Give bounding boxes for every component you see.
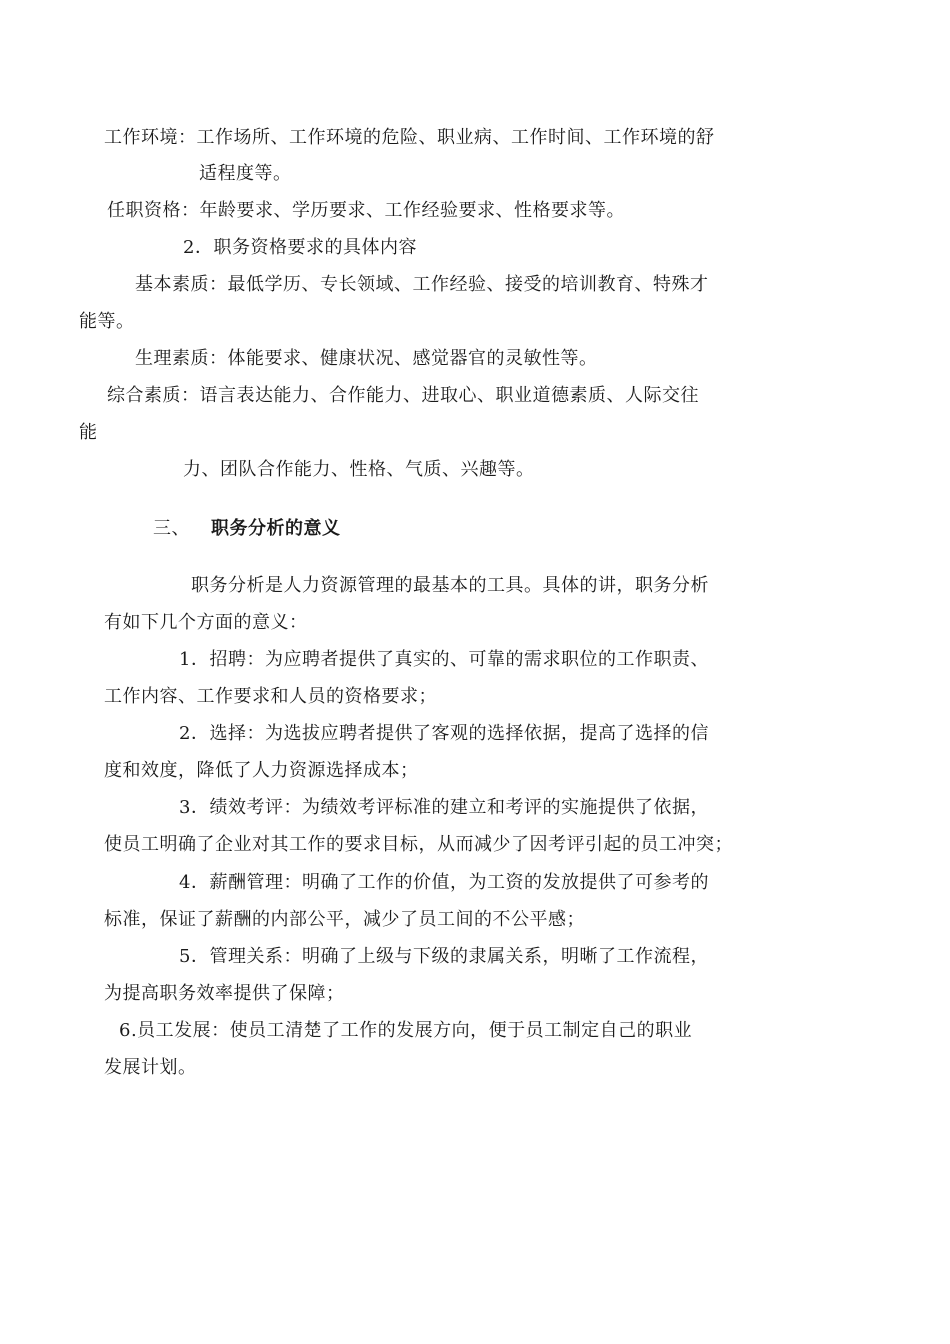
- item-3-line-1: 3．绩效考评：为绩效考评标准的建立和考评的实施提供了依据，: [179, 797, 709, 818]
- comprehensive-quality-line-1: 综合素质：语言表达能力、合作能力、进取心、职业道德素质、人际交往: [107, 385, 699, 406]
- item-1-line-2: 工作内容、工作要求和人员的资格要求；: [104, 686, 437, 707]
- basic-quality-line-2: 能等。: [79, 311, 135, 332]
- comprehensive-quality-line-3: 力、团队合作能力、性格、气质、兴趣等。: [183, 459, 535, 480]
- item-2-line-1: 2．选择：为选拔应聘者提供了客观的选择依据，提高了选择的信: [179, 723, 709, 744]
- qualifications-line: 任职资格：年龄要求、学历要求、工作经验要求、性格要求等。: [107, 200, 625, 221]
- physical-quality-line: 生理素质：体能要求、健康状况、感觉器官的灵敏性等。: [135, 348, 598, 369]
- basic-quality-line-1: 基本素质：最低学历、专长领域、工作经验、接受的培训教育、特殊才: [135, 274, 709, 295]
- qualification-requirements-subheading: 2．职务资格要求的具体内容: [183, 237, 417, 258]
- comprehensive-quality-line-2: 能: [79, 422, 98, 443]
- intro-line-1: 职务分析是人力资源管理的最基本的工具。具体的讲，职务分析: [191, 575, 709, 596]
- section-heading: 职务分析的意义: [211, 518, 341, 539]
- item-6-line-2: 发展计划。: [104, 1057, 197, 1078]
- item-4-line-1: 4．薪酬管理：明确了工作的价值，为工资的发放提供了可参考的: [179, 872, 709, 893]
- item-4-line-2: 标准，保证了薪酬的内部公平，减少了员工间的不公平感；: [104, 909, 585, 930]
- item-3-line-2: 使员工明确了企业对其工作的要求目标，从而减少了因考评引起的员工冲突；: [104, 834, 733, 855]
- item-1-line-1: 1．招聘：为应聘者提供了真实的、可靠的需求职位的工作职责、: [179, 649, 709, 670]
- intro-line-2: 有如下几个方面的意义：: [104, 612, 308, 633]
- work-environment-line-1: 工作环境：工作场所、工作环境的危险、职业病、工作时间、工作环境的舒: [104, 127, 715, 148]
- item-2-line-2: 度和效度，降低了人力资源选择成本；: [104, 760, 419, 781]
- work-environment-line-2: 适程度等。: [199, 163, 292, 184]
- item-5-line-2: 为提高职务效率提供了保障；: [104, 983, 345, 1004]
- item-6-line-1: 6.员工发展：使员工清楚了工作的发展方向，便于员工制定自己的职业: [119, 1020, 693, 1041]
- item-5-line-1: 5．管理关系：明确了上级与下级的隶属关系，明晰了工作流程，: [179, 946, 709, 967]
- section-number: 三、: [153, 518, 190, 539]
